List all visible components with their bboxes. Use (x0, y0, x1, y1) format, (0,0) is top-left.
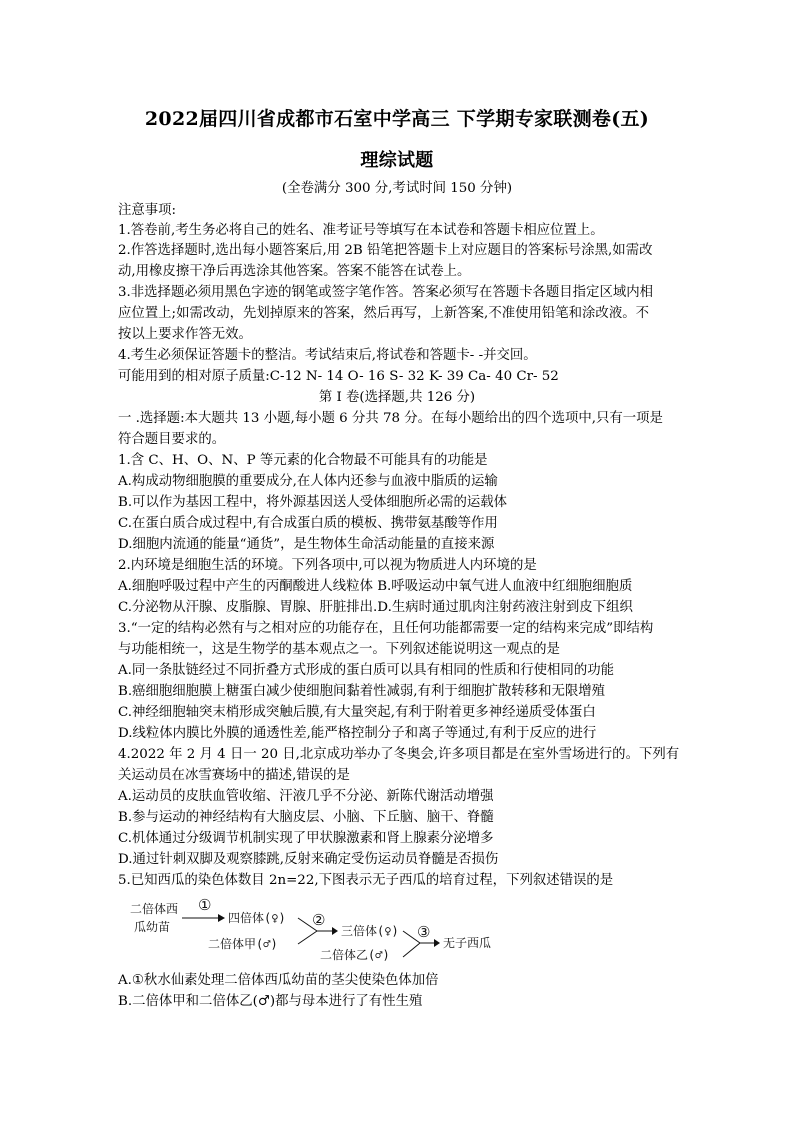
question-5-stem: 5.已知西瓜的染色体数目 2n=22,下图表示无子西瓜的培育过程，下列叙述错误的是 (118, 873, 614, 888)
question-4-option-b: B.参与运动的神经结构有大脑皮层、小脑、下丘脑、脑干、脊髓 (118, 810, 494, 825)
question-2-options-ab: A.细胞呼吸过程中产生的丙酮酸进人线粒体 B.呼吸运动中氧气进人血液中红细胞细胞质 (118, 579, 633, 594)
question-1-option-d: D.细胞内流通的能量“通货”，是生物体生命活动能量的直接来源 (118, 537, 495, 552)
diagram-arrowhead-3 (434, 939, 440, 947)
question-5-option-b: B.二倍体甲和二倍体乙(♂)都与母本进行了有性生殖 (118, 994, 423, 1009)
question-2-options-cd: C.分泌物从汗腺、皮脂腺、胃腺、肝脏排出.D.生病时通过肌肉注射药液注射到皮下组织 (118, 600, 633, 615)
question-4-stem: 4.2022 年 2 月 4 日一 20 日,北京成功举办了冬奥会,许多项目都是在室外雪场进行的。下列有 (118, 747, 680, 762)
part1-heading: 第 I 卷(选择题,共 126 分) (318, 390, 476, 405)
part1-intro: 符合题目要求的。 (118, 432, 226, 447)
part1-intro: 一 .选择题:本大题共 13 小题,每小题 6 分共 78 分。在每小题给出的四个选项中,只有一项是 (118, 411, 663, 426)
question-5-option-a: A.①秋水仙素处理二倍体西瓜幼苗的茎尖使染色体加倍 (118, 973, 439, 988)
diagram-diploid-a: 二倍体甲(♂) (208, 937, 278, 951)
diagram-step-1: ① (198, 896, 212, 914)
question-3-stem: 3.“一定的结构必然有与之相对应的功能存在，且任何功能都需要一定的结构来完成”即结构 (118, 621, 654, 636)
note-line: 1.答卷前,考生务必将自己的姓名、准考证号等填写在本试卷和答题卡相应位置上。 (118, 223, 604, 238)
note-line: 2.作答选择题时,选出每小题答案后,用 2B 铅笔把答题卡上对应题目的答案标号涂黑,如需改 (118, 243, 653, 258)
question-4-option-a: A.运动员的皮肤血管收缩、汗液几乎不分泌、新陈代谢活动增强 (118, 789, 494, 804)
diagram-result: 无子西瓜 (443, 936, 492, 950)
note-line: 3.非选择题必须用黑色字迹的钢笔或签字笔作答。答案必须写在答题卡各题目指定区域内相 (118, 285, 654, 300)
diagram-arrowhead-1 (218, 914, 225, 922)
diagram-step-3: ③ (417, 923, 431, 941)
notes-heading: 注意事项: (118, 203, 177, 218)
note-line: 按以上要求作答无效。 (118, 327, 252, 342)
question-3-stem: 与功能相统一，这是生物学的基本观点之一。下列叙述能说明这一观点的是 (118, 642, 560, 657)
atomic-masses: 可能用到的相对原子质量:C-12 N- 14 O- 16 S- 32 K- 39 Ca- 40 Cr- 52 (118, 369, 559, 384)
question-3-option-d: D.线粒体内膜比外膜的通透性差,能严格控制分子和离子等通过,有利于反应的进行 (118, 726, 597, 741)
diagram-join-line-2b (403, 943, 420, 957)
question-4-stem: 关运动员在冰雪赛场中的描述,错误的是 (118, 768, 350, 783)
note-line: 4.考生必须保证答题卡的整洁。考试结束后,将试卷和答题卡- -并交回。 (118, 348, 537, 363)
seedless-watermelon-breeding-diagram (120, 893, 540, 965)
diagram-step-2: ② (312, 911, 326, 929)
question-3-option-a: A.同一条肽链经过不同折叠方式形成的蛋白质可以具有相同的性质和行使相同的功能 (118, 663, 614, 678)
question-3-option-b: B.癌细胞细胞膜上糖蛋白减少使细胞间黏着性减弱,有利于细胞扩散转移和无限增殖 (118, 684, 606, 699)
question-4-option-d: D.通过针刺双脚及观察膝跳,反射来确定受伤运动员脊髓是否损伤 (118, 852, 499, 867)
exam-info: (全卷满分 300 分,考试时间 150 分钟) (281, 181, 513, 196)
exam-title: 2022届四川省成都市石室中学高三 下学期专家联测卷(五) (144, 108, 650, 130)
diagram-arrowhead-2 (332, 927, 338, 935)
question-1-option-b: B.可以作为基因工程中，将外源基因送人受体细胞所必需的运载体 (118, 495, 508, 510)
diagram-diploid-b: 二倍体乙(♂) (320, 948, 390, 962)
diagram-start-line1: 二倍体西 (130, 902, 179, 916)
diagram-start-line2: 瓜幼苗 (134, 920, 171, 934)
question-2-stem: 2.内环境是细胞生活的环境。下列各项中,可以视为物质进人内环境的是 (118, 558, 537, 573)
question-1-option-c: C.在蛋白质合成过程中,有合成蛋白质的模板、携带氨基酸等作用 (118, 516, 498, 531)
question-1-option-a: A.构成动物细胞膜的重要成分,在人体内还参与血液中脂质的运输 (118, 474, 498, 489)
diagram-tetraploid: 四倍体(♀) (228, 911, 286, 925)
note-line: 应位置上;如需改动，先划掉原来的答案，然后再写，上新答案,不准使用铅笔和涂改液。不 (118, 306, 649, 321)
question-3-option-c: C.神经细胞轴突末梢形成突触后膜,有大量突起,有利于附着更多神经递质受体蛋白 (118, 705, 596, 720)
diagram-join-line-1b (298, 931, 317, 944)
question-4-option-c: C.机体通过分级调节机制实现了甲状腺激素和肾上腺素分泌增多 (118, 831, 494, 846)
question-1-stem: 1.含 C、H、O、N、P 等元素的化合物最不可能具有的功能是 (118, 453, 488, 468)
diagram-triploid: 三倍体(♀) (341, 924, 399, 938)
note-line: 动,用橡皮擦干净后再选涂其他答案。答案不能答在试卷上。 (118, 264, 471, 279)
exam-subtitle: 理综试题 (360, 150, 434, 171)
